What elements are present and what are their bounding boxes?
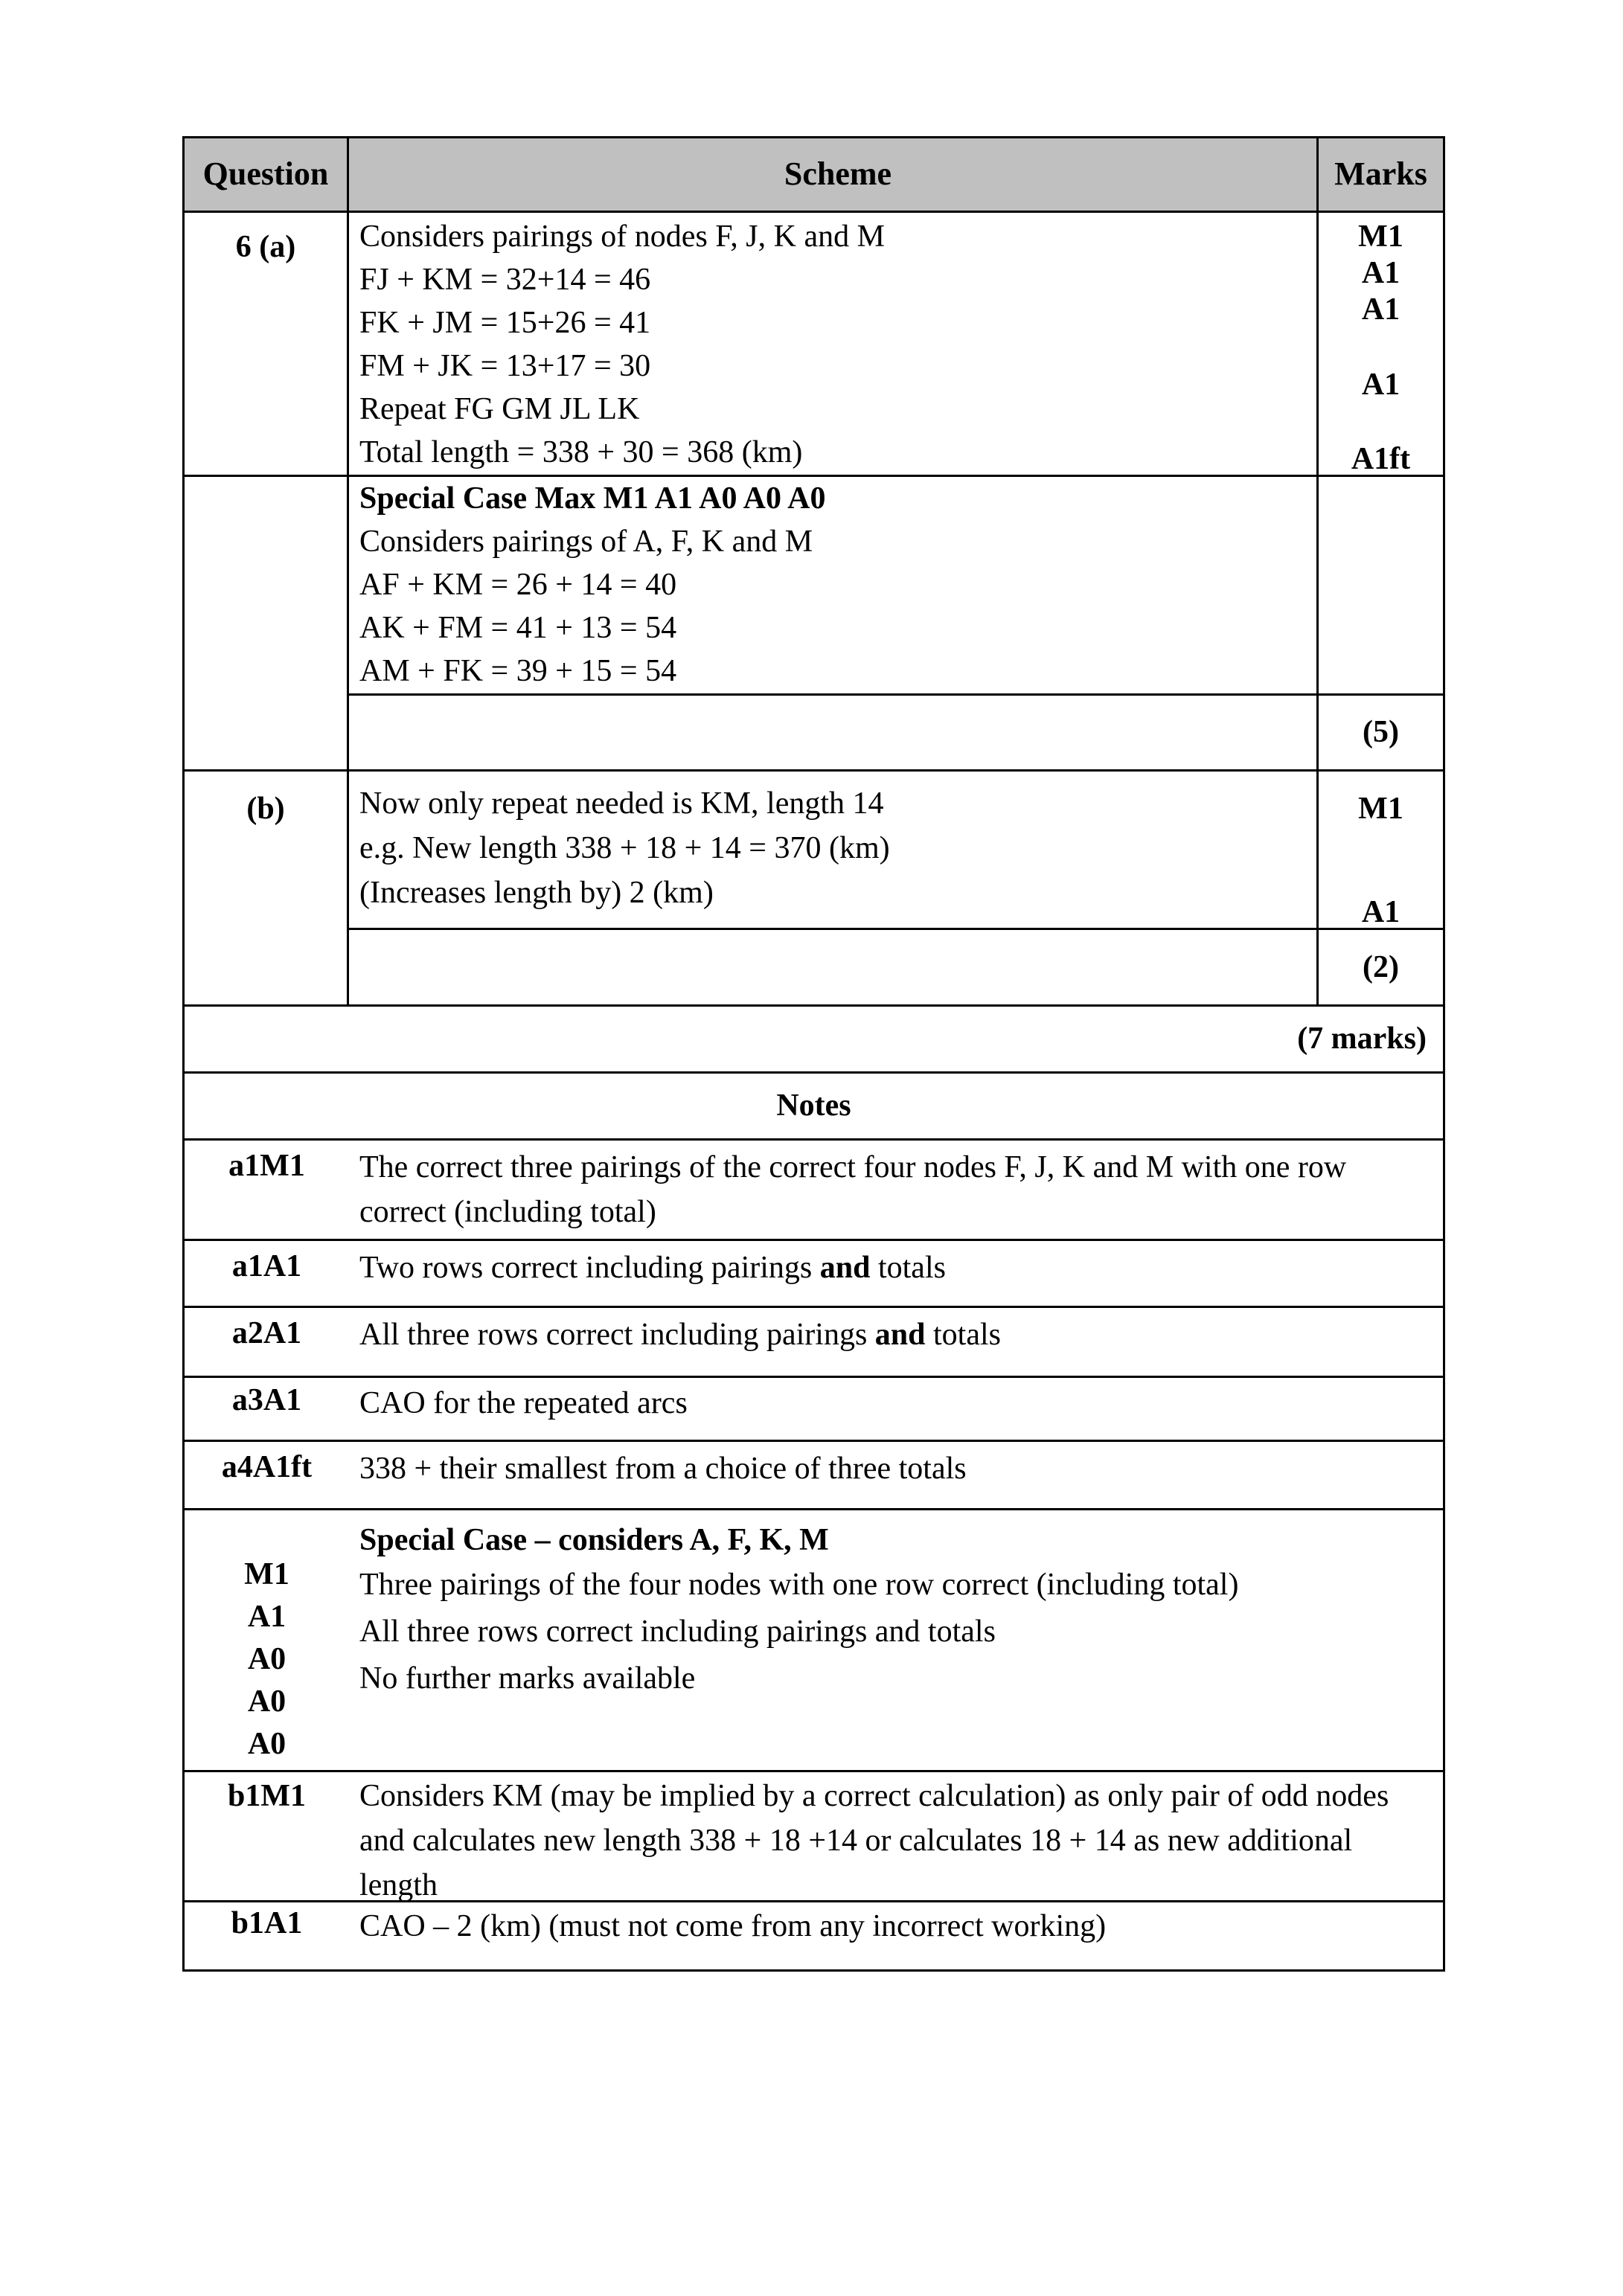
note-label: a2A1: [231, 1316, 302, 1350]
note-special-case-title: Special Case – considers A, F, K, M: [359, 1523, 829, 1557]
total-marks-row: (7 marks): [185, 1007, 1443, 1074]
scheme-cell-empty: [349, 696, 1319, 769]
scheme-cell-6a: [349, 213, 1319, 475]
note-text: 338 + their smallest from a choice of three totals: [359, 1452, 967, 1486]
scheme-line: FK + JM = 15+26 = 41: [359, 306, 651, 340]
question-label-6a: 6 (a): [185, 213, 349, 475]
marks-cell-b: [1319, 772, 1443, 928]
subtotal-part-a: (5): [1363, 715, 1399, 750]
special-case-title: Special Case Max M1 A1 A0 A0 A0: [359, 481, 826, 516]
note-text: [349, 1241, 1443, 1306]
note-line: All three rows correct including pairings and totals: [359, 1614, 996, 1649]
scheme-line: AF + KM = 26 + 14 = 40: [359, 568, 677, 602]
note-label: a1A1: [231, 1249, 302, 1283]
note-mark-a1: A1: [247, 1600, 286, 1634]
table-header-row: [185, 138, 1443, 213]
note-label: b1A1: [231, 1906, 303, 1940]
note-mark-m1: M1: [244, 1557, 289, 1591]
scheme-line: AM + FK = 39 + 15 = 54: [359, 654, 677, 688]
scheme-line: Repeat FG GM JL LK: [359, 392, 640, 426]
marks-cell-empty: [1319, 477, 1443, 693]
note-text: The correct three pairings of the correct four nodes F, J, K and M with one row correct (including total): [359, 1150, 1347, 1229]
note-row-a1m1: [185, 1141, 1443, 1241]
question-label-empty: [185, 477, 349, 769]
subtotal-a-subrow: [349, 696, 1443, 769]
scheme-line: Total length = 338 + 30 = 368 (km): [359, 435, 803, 469]
scheme-line: FM + JK = 13+17 = 30: [359, 349, 651, 383]
special-case-block: [349, 477, 1443, 769]
part-b-block: [349, 772, 1443, 1004]
header-scheme-cell: Scheme: [349, 138, 1319, 211]
note-label: a4A1ft: [221, 1450, 313, 1484]
note-text: [349, 1308, 1443, 1376]
note-text: CAO – 2 (km) (must not come from any incorrect working): [359, 1909, 1107, 1943]
note-row-a3a1: [185, 1378, 1443, 1442]
note-label: a1M1: [228, 1149, 305, 1183]
scheme-line: Considers pairings of A, F, K and M: [359, 525, 813, 559]
scheme-cell-b: [349, 772, 1319, 928]
subtotal-b-subrow: [349, 930, 1443, 1004]
subtotal-part-b: (2): [1363, 949, 1399, 984]
mark-a1: A1: [1361, 256, 1400, 290]
row-special-case: [185, 477, 1443, 772]
note-row-b1a1: [185, 1902, 1443, 1969]
note-text-part: totals: [925, 1318, 1002, 1352]
row-6a: [185, 213, 1443, 477]
note-mark-a0: A0: [247, 1727, 286, 1761]
note-row-a4a1ft: [185, 1442, 1443, 1510]
question-label-b: (b): [185, 772, 349, 1004]
scheme-line: Now only repeat needed is KM, length 14: [359, 786, 884, 821]
note-row-b1m1: [185, 1772, 1443, 1902]
scheme-line: Considers pairings of nodes F, J, K and M: [359, 219, 885, 254]
note-row-a1a1: [185, 1241, 1443, 1308]
note-text: CAO for the repeated arcs: [359, 1386, 688, 1420]
note-label-stack: [185, 1510, 349, 1770]
note-text-bold: and: [874, 1318, 926, 1352]
mark-a1: A1: [1361, 292, 1400, 327]
note-mark-a0: A0: [247, 1684, 286, 1719]
special-case-subrow: [349, 477, 1443, 696]
note-text: Considers KM (may be implied by a correct calculation) as only pair of odd nodes and calculates new length 338 + 18 +14 or calculates 18 + 14 as new additional length: [359, 1779, 1389, 1902]
row-b: [185, 772, 1443, 1007]
marks-cell-6a: [1319, 213, 1443, 475]
header-marks-cell: Marks: [1334, 155, 1427, 193]
note-label: b1M1: [228, 1779, 306, 1813]
note-row-a2a1: [185, 1308, 1443, 1378]
mark-a1: A1: [1361, 895, 1400, 929]
mark-a1: A1: [1361, 368, 1400, 402]
note-line: Three pairings of the four nodes with one row correct (including total): [359, 1568, 1239, 1602]
note-mark-a0: A0: [247, 1642, 286, 1676]
mark-m1: M1: [1358, 792, 1403, 826]
note-text-part: All three rows correct including pairings: [359, 1318, 875, 1352]
scheme-line: e.g. New length 338 + 18 + 14 = 370 (km): [359, 831, 890, 865]
note-line: No further marks available: [359, 1661, 696, 1696]
note-text-part: Two rows correct including pairings: [359, 1251, 820, 1285]
scheme-line: FJ + KM = 32+14 = 46: [359, 263, 651, 297]
scheme-line: AK + FM = 41 + 13 = 54: [359, 611, 677, 645]
mark-scheme-table: [182, 136, 1445, 1972]
note-text-part: totals: [870, 1251, 946, 1285]
scheme-line: (Increases length by) 2 (km): [359, 876, 714, 910]
scheme-cell-empty: [349, 930, 1319, 1004]
note-text-special-case: [349, 1510, 1443, 1770]
mark-a1ft: A1ft: [1351, 442, 1411, 476]
mark-m1: M1: [1358, 219, 1403, 254]
scheme-cell-special-case: [349, 477, 1319, 693]
note-text-bold: and: [819, 1251, 871, 1285]
note-label: a3A1: [231, 1383, 302, 1417]
part-b-subrow: [349, 772, 1443, 930]
note-row-special-case: [185, 1510, 1443, 1772]
notes-title: Notes: [185, 1074, 1443, 1141]
header-question-cell: Question: [185, 138, 349, 211]
